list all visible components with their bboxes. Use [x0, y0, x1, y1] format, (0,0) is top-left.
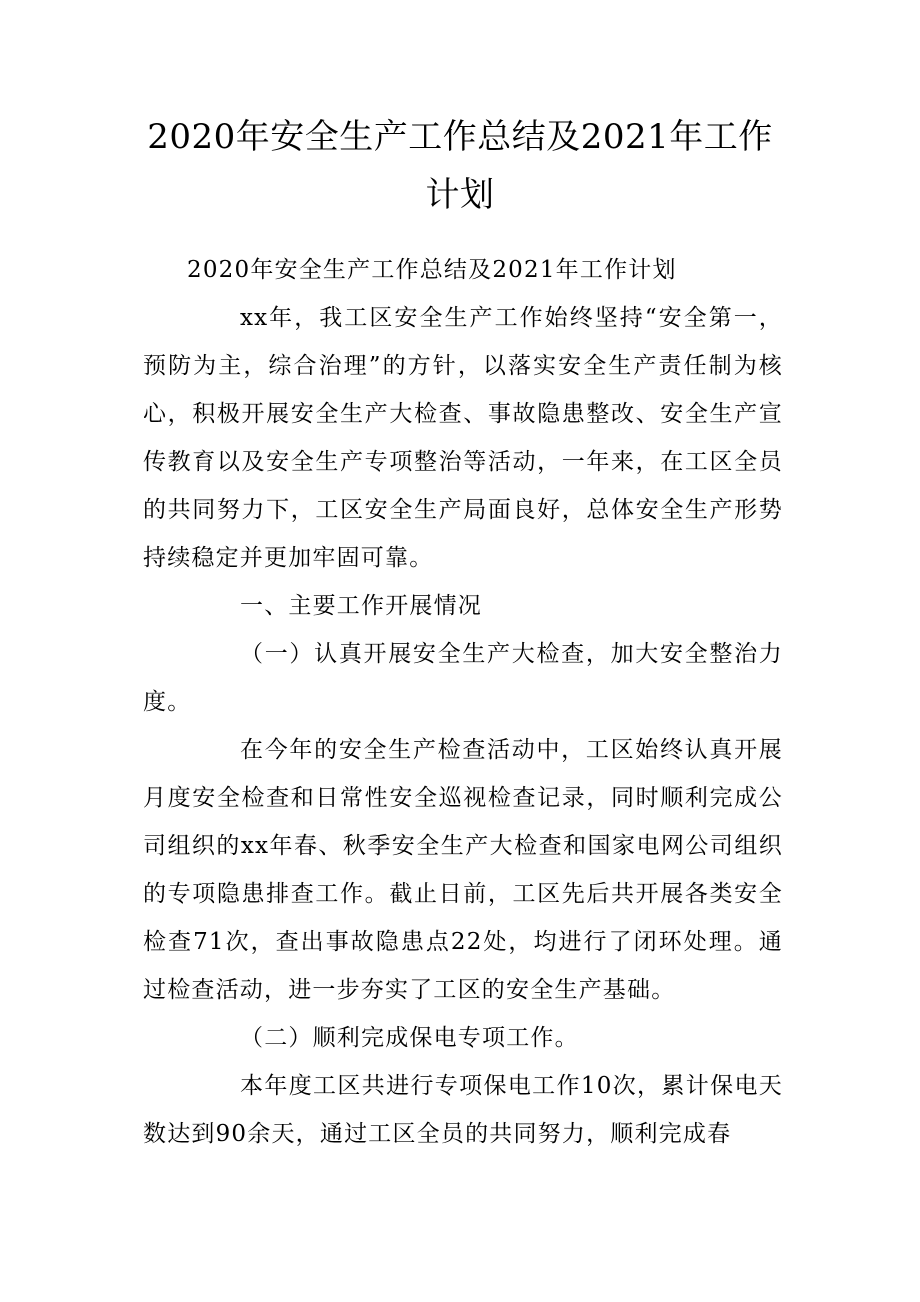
document-subtitle: 2020年安全生产工作总结及2021年工作计划 [187, 257, 677, 283]
intro-paragraph: xx年，我工区安全生产工作始终坚持“安全第一，预防为主，综合治理”的方针，以落实安全生产责任制为核心，积极开展安全生产大检查、事故隐患整改、安全生产宣传教育以及安全生产专项整治等活动，一年来，在工区全员的共同努力下，工区安全生产局面良好，总体安全生产形势持续稳定并更加牢固可靠。 [143, 305, 783, 571]
section-heading: 一、主要工作开展情况 [240, 593, 482, 619]
document-body [143, 246, 783, 1158]
subsection-heading: （一）认真开展安全生产大检查，加大安全整治力度。 [143, 641, 783, 715]
subsection-heading: （二）顺利完成保电专项工作。 [240, 1025, 579, 1051]
subsection-paragraph: 本年度工区共进行专项保电工作10次，累计保电天数达到90余天，通过工区全员的共同努力，顺利完成春 [143, 1073, 783, 1147]
document-title: 2020年安全生产工作总结及2021年工作计划 [147, 117, 773, 215]
subsection-paragraph: 在今年的安全生产检查活动中，工区始终认真开展月度安全检查和日常性安全巡视检查记录，同时顺利完成公司组织的xx年春、秋季安全生产大检查和国家电网公司组织的专项隐患排查工作。截止日前，工区先后共开展各类安全检查71次，查出事故隐患点22处，均进行了闭环处理。通过检查活动，进一步夯实了工区的安全生产基础。 [143, 737, 783, 1003]
